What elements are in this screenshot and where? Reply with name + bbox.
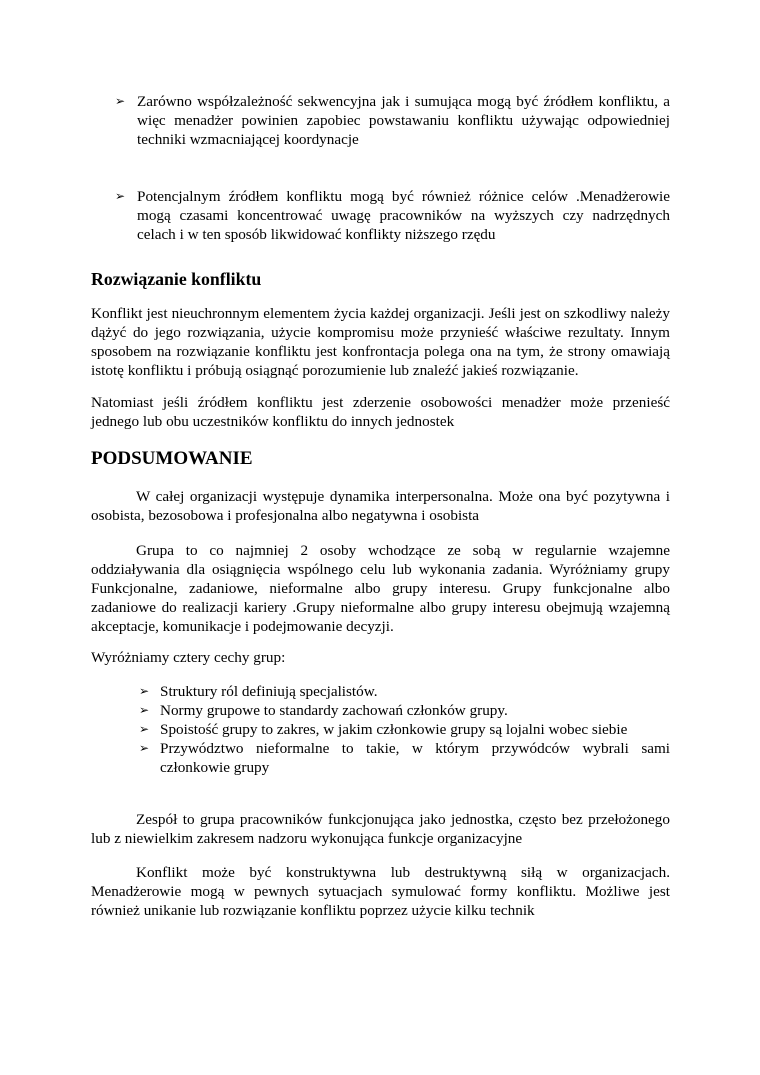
arrow-bullet-icon: ➢ [115, 189, 126, 204]
paragraph-team-definition: Zespół to grupa pracowników funkcjonująca jako jednostka, często bez przełożonego lub z niewielkim zakresem nadzoru wykonująca funkcje organizacyjne [91, 811, 670, 848]
summary-heading: PODSUMOWANIE [91, 448, 253, 469]
arrow-bullet-icon: ➢ [139, 722, 150, 737]
paragraph-conflict-resolution: Konflikt jest nieuchronnym elementem życia każdej organizacji. Jeśli jest on szkodliwy należy dążyć do jego rozwiązania, użycie kompromisu może przynieść właściwe rezultaty. Innym sposobem na rozwiązanie konfliktu jest konfrontacja polega ona na tym, że strony omawiają istotę konfliktu i próbują osiągnąć porozumienie lub znaleźć jakieś rozwiązanie. [91, 305, 670, 380]
paragraph-group-definition: Grupa to co najmniej 2 osoby wchodzące ze sobą w regularnie wzajemne oddziaływania dla osiągnięcia wspólnego celu lub wykonania zadania. Wyróżniamy grupy Funkcjonalne, zadaniowe, nieformalne albo grupy interesu. Grupy funkcjonalne albo zadaniowe do realizacji kariery .Grupy nieformalne albo grupy interesu obejmują wzajemną akceptacje, komunikacje i podejmowanie decyzji. [91, 542, 670, 636]
list-item: ➢ Normy grupowe to standardy zachowań członków grupy. [139, 702, 508, 720]
arrow-bullet-icon: ➢ [115, 94, 126, 108]
list-item: ➢ Przywództwo nieformalne to takie, w którym przywódców wybrali sami członkowie grupy [139, 740, 670, 777]
arrow-bullet-icon: ➢ [139, 684, 150, 698]
list-item: ➢ Zarówno współzależność sekwencyjna jak i sumująca mogą być źródłem konfliktu, a więc menadżer powinien zapobiec powstawaniu konfliktu używając odpowiedniej techniki wzmacniającej koordynacje [115, 93, 670, 149]
group-features-intro: Wyróżniamy cztery cechy grup: [91, 649, 286, 666]
group-features-list [139, 682, 670, 777]
arrow-bullet-icon: ➢ [139, 741, 150, 756]
conflict-sources-list [115, 92, 670, 245]
paragraph-interpersonal-dynamics: W całej organizacji występuje dynamika interpersonalna. Może ona być pozytywna i osobista, bezosobowa i profesjonalna albo negatywna i osobista [91, 488, 670, 525]
arrow-bullet-icon: ➢ [139, 703, 150, 718]
list-item: ➢ Struktury ról definiują specjalistów. [139, 683, 378, 700]
list-item: ➢ Potencjalnym źródłem konfliktu mogą być również różnice celów .Menadżerowie mogą czasami koncentrować uwagę pracowników na wyższych czy nadrzędnych celach i w ten sposób likwidować konflikty niższego rzędu [115, 188, 670, 244]
paragraph-personality-clash: Natomiast jeśli źródłem konfliktu jest zderzenie osobowości menadżer może przenieść jednego lub obu uczestników konfliktu do innych jednostek [91, 394, 670, 431]
paragraph-conflict-summary: Konflikt może być konstruktywna lub destruktywną siłą w organizacjach. Menadżerowie mogą w pewnych sytuacjach symulować formy konfliktu. Możliwe jest również unikanie lub rozwiązanie konfliktu poprzez użycie kilku technik [91, 864, 670, 920]
section-heading-conflict-resolution: Rozwiązanie konfliktu [91, 269, 262, 289]
list-item: ➢ Spoistość grupy to zakres, w jakim członkowie grupy są lojalni wobec siebie [139, 721, 628, 739]
